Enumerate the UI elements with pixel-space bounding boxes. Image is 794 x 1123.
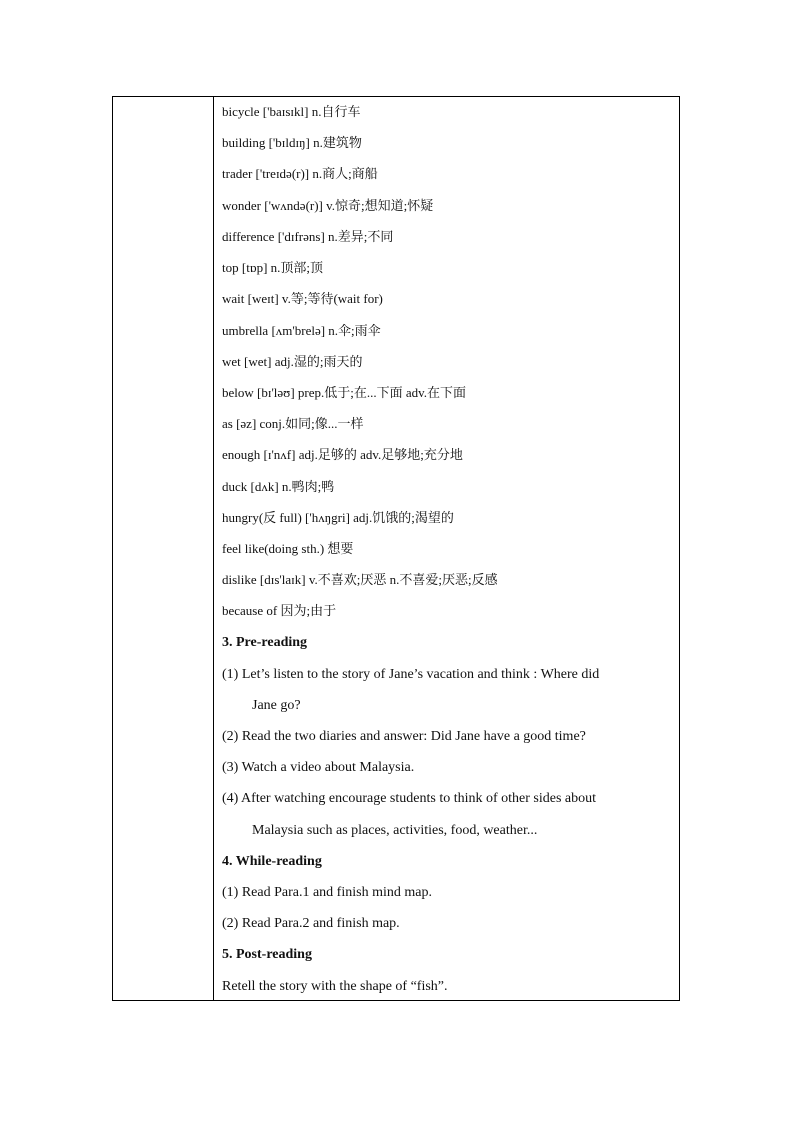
pre-reading-item-2: (2) Read the two diaries and answer: Did Jane have a good time? (222, 729, 586, 744)
vocab-item-difference: difference ['dɪfrəns] n.差异;不同 (222, 229, 394, 244)
vocab-item-trader: trader ['treɪdə(r)] n.商人;商船 (222, 166, 378, 181)
pre-reading-item-4-continued: Malaysia such as places, activities, food, weather... (252, 823, 538, 838)
vocab-item-building: building ['bɪldɪŋ] n.建筑物 (222, 135, 362, 150)
vocab-item-duck: duck [dʌk] n.鸭肉;鸭 (222, 479, 335, 494)
post-reading-item-1: Retell the story with the shape of “fish”. (222, 979, 448, 994)
vocab-item-wet: wet [wet] adj.湿的;雨天的 (222, 354, 363, 369)
vocab-item-wonder: wonder ['wʌndə(r)] v.惊奇;想知道;怀疑 (222, 198, 434, 213)
vocab-item-enough: enough [ɪ'nʌf] adj.足够的 adv.足够地;充分地 (222, 447, 463, 462)
vocab-item-because-of: because of 因为;由于 (222, 603, 337, 618)
vocab-item-as: as [əz] conj.如同;像...一样 (222, 416, 364, 431)
vocab-item-wait: wait [weɪt] v.等;等待(wait for) (222, 291, 383, 306)
vocab-item-bicycle: bicycle ['baɪsɪkl] n.自行车 (222, 104, 361, 119)
lesson-table (112, 96, 680, 1001)
pre-reading-heading: 3. Pre-reading (222, 635, 308, 650)
pre-reading-item-3: (3) Watch a video about Malaysia. (222, 760, 415, 775)
pre-reading-item-4: (4) After watching encourage students to think of other sides about (222, 791, 597, 806)
table-left-column (113, 97, 214, 1000)
while-reading-heading: 4. While-reading (222, 854, 322, 869)
vocab-item-top: top [tɒp] n.顶部;顶 (222, 260, 324, 275)
post-reading-heading: 5. Post-reading (222, 947, 312, 962)
vocab-item-dislike: dislike [dɪs'laɪk] v.不喜欢;厌恶 n.不喜爱;厌恶;反感 (222, 572, 498, 587)
while-reading-item-1: (1) Read Para.1 and finish mind map. (222, 885, 432, 900)
pre-reading-item-1: (1) Let’s listen to the story of Jane’s vacation and think : Where did (222, 667, 600, 682)
vocab-item-below: below [bɪ'ləʊ] prep.低于;在...下面 adv.在下面 (222, 385, 467, 400)
table-right-column (214, 97, 679, 1000)
pre-reading-item-1-continued: Jane go? (252, 698, 301, 713)
vocab-item-hungry: hungry(反 full) ['hʌŋgri] adj.饥饿的;渴望的 (222, 510, 454, 525)
while-reading-item-2: (2) Read Para.2 and finish map. (222, 916, 400, 931)
vocab-item-umbrella: umbrella [ʌm'brelə] n.伞;雨伞 (222, 323, 381, 338)
vocab-item-feel-like: feel like(doing sth.) 想要 (222, 541, 354, 556)
